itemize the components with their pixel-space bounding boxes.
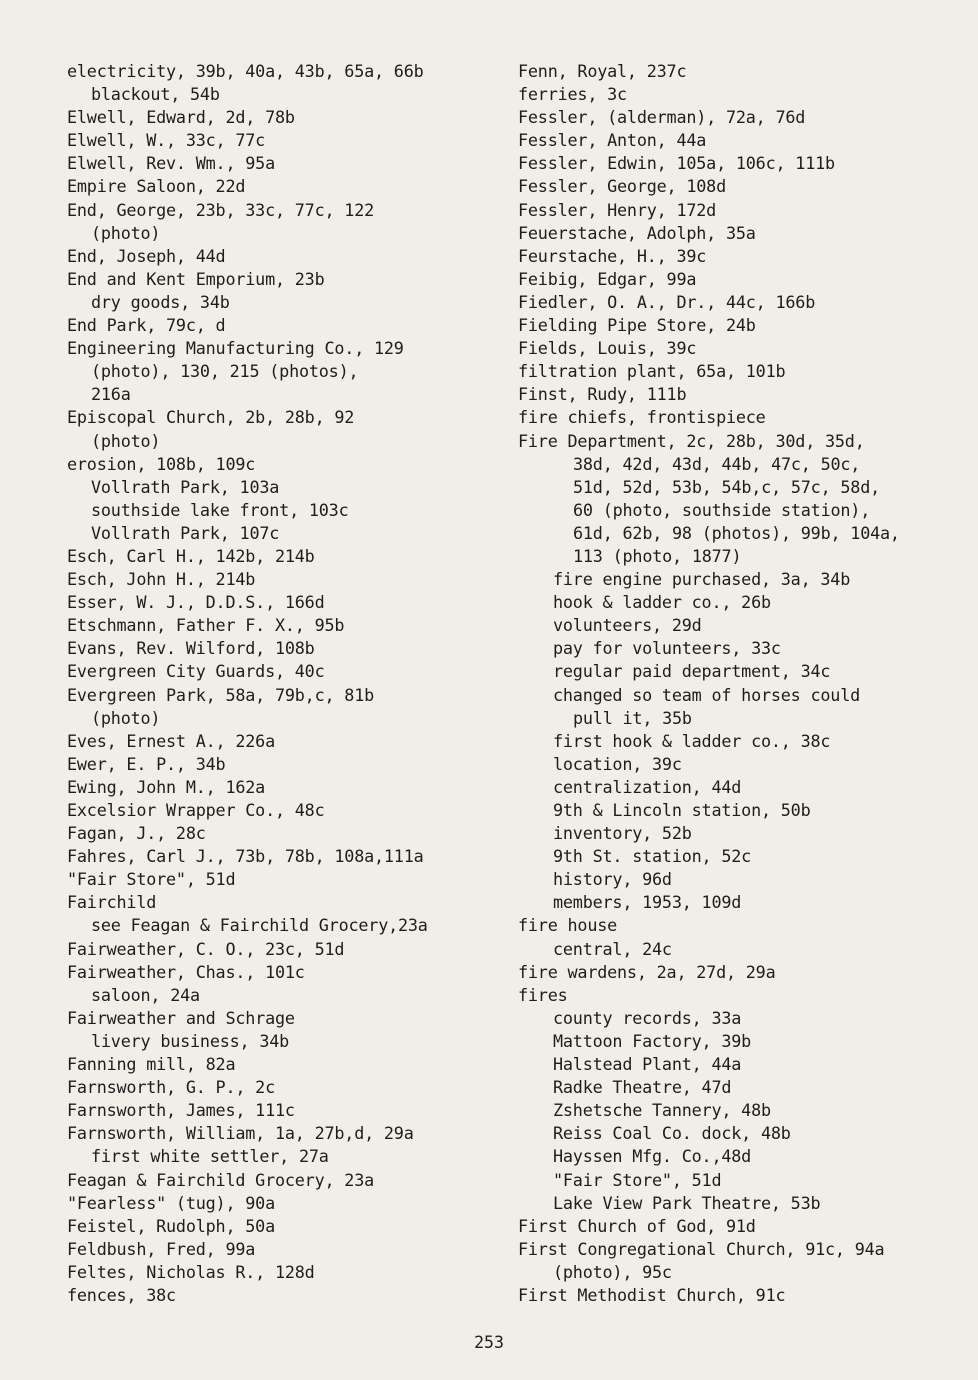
index-subentry: Radke Theatre, 47d (553, 1077, 732, 1098)
index-entry: Fire Department, 2c, 28b, 30d, 35d, (518, 430, 865, 451)
index-subentry: (photo) (91, 222, 161, 243)
index-entry: Engineering Manufacturing Co., 129 (67, 338, 404, 359)
index-subentry: dry goods, 34b (91, 291, 230, 312)
index-subentry: regular paid department, 34c (553, 661, 831, 682)
index-entry: "Fair Store", 51d (67, 869, 236, 890)
index-subentry: changed so team of horses could (553, 684, 860, 705)
index-subentry: first white settler, 27a (91, 1146, 329, 1167)
index-subentry: 9th & Lincoln station, 50b (553, 800, 811, 820)
index-entry: erosion, 108b, 109c (67, 453, 256, 474)
index-entry: Elwell, Rev. Wm., 95a (67, 153, 275, 174)
index-entry: fire house (518, 915, 618, 936)
index-entry: Fessler, Henry, 172d (518, 199, 717, 220)
index-subentry: 38d, 42d, 43d, 44b, 47c, 50c, (573, 453, 861, 474)
index-subentry: volunteers, 29d (553, 615, 702, 636)
index-entry: ferries, 3c (518, 84, 627, 105)
index-entry: Feldbush, Fred, 99a (67, 1238, 256, 1259)
index-entry: fires (518, 984, 568, 1005)
index-subentry: Vollrath Park, 103a (91, 476, 280, 497)
index-subentry: 60 (photo, southside station), (573, 499, 871, 520)
index-entry: First Methodist Church, 91c (518, 1284, 786, 1305)
index-subentry: pull it, 35b (573, 707, 692, 728)
index-entry: Evergreen City Guards, 40c (67, 661, 325, 682)
index-column-left (67, 60, 497, 1307)
index-entry: Fenn, Royal, 237c (518, 61, 687, 81)
index-entry: Fairchild (67, 892, 157, 913)
index-entry: Evans, Rev. Wilford, 108b (67, 638, 315, 659)
index-subentry: county records, 33a (553, 1007, 742, 1028)
index-entry: First Church of God, 91d (518, 1215, 756, 1236)
index-entry: Fagan, J., 28c (67, 823, 206, 844)
index-subentry: 51d, 52d, 53b, 54b,c, 57c, 58d, (573, 476, 880, 497)
index-entry: End and Kent Emporium, 23b (67, 268, 325, 289)
index-subentry: location, 39c (553, 753, 682, 774)
index-entry: Esser, W. J., D.D.S., 166d (67, 592, 325, 613)
index-entry: Ewing, John M., 162a (67, 776, 266, 797)
index-entry: electricity, 39b, 40a, 43b, 65a, 66b (67, 61, 424, 81)
index-column-right (518, 60, 973, 1307)
index-entry: Fiedler, O. A., Dr., 44c, 166b (518, 291, 816, 312)
index-subentry: 61d, 62b, 98 (photos), 99b, 104a, (573, 522, 900, 543)
index-entry: fire wardens, 2a, 27d, 29a (518, 961, 776, 982)
index-subentry: centralization, 44d (553, 776, 742, 797)
index-entry: Feurstache, H., 39c (518, 245, 707, 266)
index-subentry: Vollrath Park, 107c (91, 522, 280, 543)
index-entry: "Fearless" (tug), 90a (67, 1192, 275, 1213)
index-subentry: livery business, 34b (91, 1030, 290, 1051)
index-subentry: (photo), 95c (553, 1261, 672, 1282)
index-entry: Fairweather and Schrage (67, 1007, 295, 1028)
index-entry: Etschmann, Father F. X., 95b (67, 615, 345, 636)
index-subentry: Halstead Plant, 44a (553, 1054, 742, 1075)
index-entry: Fanning mill, 82a (67, 1054, 236, 1075)
index-subentry: Zshetsche Tannery, 48b (553, 1100, 771, 1121)
index-subentry: (photo) (91, 430, 161, 451)
index-subentry: "Fair Store", 51d (553, 1169, 722, 1190)
index-entry: Fessler, Edwin, 105a, 106c, 111b (518, 153, 835, 174)
index-subentry: (photo), 130, 215 (photos), (91, 361, 359, 382)
index-entry: Fields, Louis, 39c (518, 338, 697, 359)
index-subentry: fire engine purchased, 3a, 34b (553, 569, 851, 590)
index-entry: Fessler, Anton, 44a (518, 130, 707, 151)
index-entry: Fessler, George, 108d (518, 176, 726, 197)
index-entry: Feibig, Edgar, 99a (518, 268, 697, 289)
index-entry: Fairweather, Chas., 101c (67, 961, 305, 982)
index-subentry: saloon, 24a (91, 984, 200, 1005)
index-subentry: (photo) (91, 707, 161, 728)
index-entry: Fessler, (alderman), 72a, 76d (518, 107, 806, 128)
index-subentry: Mattoon Factory, 39b (553, 1030, 752, 1051)
index-entry: Ewer, E. P., 34b (67, 753, 226, 774)
index-entry: Evergreen Park, 58a, 79b,c, 81b (67, 684, 374, 705)
index-subentry: southside lake front, 103c (91, 499, 349, 520)
index-entry: Fahres, Carl J., 73b, 78b, 108a,111a (67, 846, 424, 867)
index-entry: End, George, 23b, 33c, 77c, 122 (67, 199, 374, 220)
index-entry: First Congregational Church, 91c, 94a (518, 1238, 885, 1259)
index-subentry: Hayssen Mfg. Co.,48d (553, 1146, 752, 1167)
page-number: 253 (474, 1333, 504, 1352)
index-subentry: first hook & ladder co., 38c (553, 730, 831, 751)
index-entry: End, Joseph, 44d (67, 245, 226, 266)
index-entry: Excelsior Wrapper Co., 48c (67, 800, 325, 820)
index-subentry: inventory, 52b (553, 823, 692, 844)
index-entry: Farnsworth, G. P., 2c (67, 1077, 275, 1098)
index-subentry: 216a (91, 384, 131, 405)
index-subentry: 113 (photo, 1877) (573, 545, 742, 566)
index-subentry: hook & ladder co., 26b (553, 592, 771, 613)
index-entry: fire chiefs, frontispiece (518, 407, 766, 428)
index-entry: Feistel, Rudolph, 50a (67, 1215, 275, 1236)
index-subentry: history, 96d (553, 869, 672, 890)
index-entry: Feuerstache, Adolph, 35a (518, 222, 756, 243)
index-entry: Elwell, W., 33c, 77c (67, 130, 266, 151)
index-subentry: see Feagan & Fairchild Grocery,23a (91, 915, 428, 936)
index-subentry: 9th St. station, 52c (553, 846, 752, 867)
index-subentry: members, 1953, 109d (553, 892, 742, 913)
index-entry: Esch, John H., 214b (67, 569, 256, 590)
index-entry: Feagan & Fairchild Grocery, 23a (67, 1169, 374, 1190)
index-subentry: central, 24c (553, 938, 672, 959)
index-entry: Elwell, Edward, 2d, 78b (67, 107, 295, 128)
index-entry: Episcopal Church, 2b, 28b, 92 (67, 407, 355, 428)
index-entry: Farnsworth, William, 1a, 27b,d, 29a (67, 1123, 414, 1144)
index-entry: Feltes, Nicholas R., 128d (67, 1261, 315, 1282)
index-entry: Finst, Rudy, 111b (518, 384, 687, 405)
index-subentry: Lake View Park Theatre, 53b (553, 1192, 821, 1213)
index-entry: End Park, 79c, d (67, 315, 226, 336)
index-entry: Fielding Pipe Store, 24b (518, 315, 756, 336)
index-entry: fences, 38c (67, 1284, 176, 1305)
index-entry: Eves, Ernest A., 226a (67, 730, 275, 751)
index-subentry: Reiss Coal Co. dock, 48b (553, 1123, 791, 1144)
index-subentry: pay for volunteers, 33c (553, 638, 781, 659)
index-entry: filtration plant, 65a, 101b (518, 361, 786, 382)
index-entry: Empire Saloon, 22d (67, 176, 246, 197)
index-entry: Esch, Carl H., 142b, 214b (67, 545, 315, 566)
index-entry: Farnsworth, James, 111c (67, 1100, 295, 1121)
index-entry: Fairweather, C. O., 23c, 51d (67, 938, 345, 959)
index-subentry: blackout, 54b (91, 84, 220, 105)
